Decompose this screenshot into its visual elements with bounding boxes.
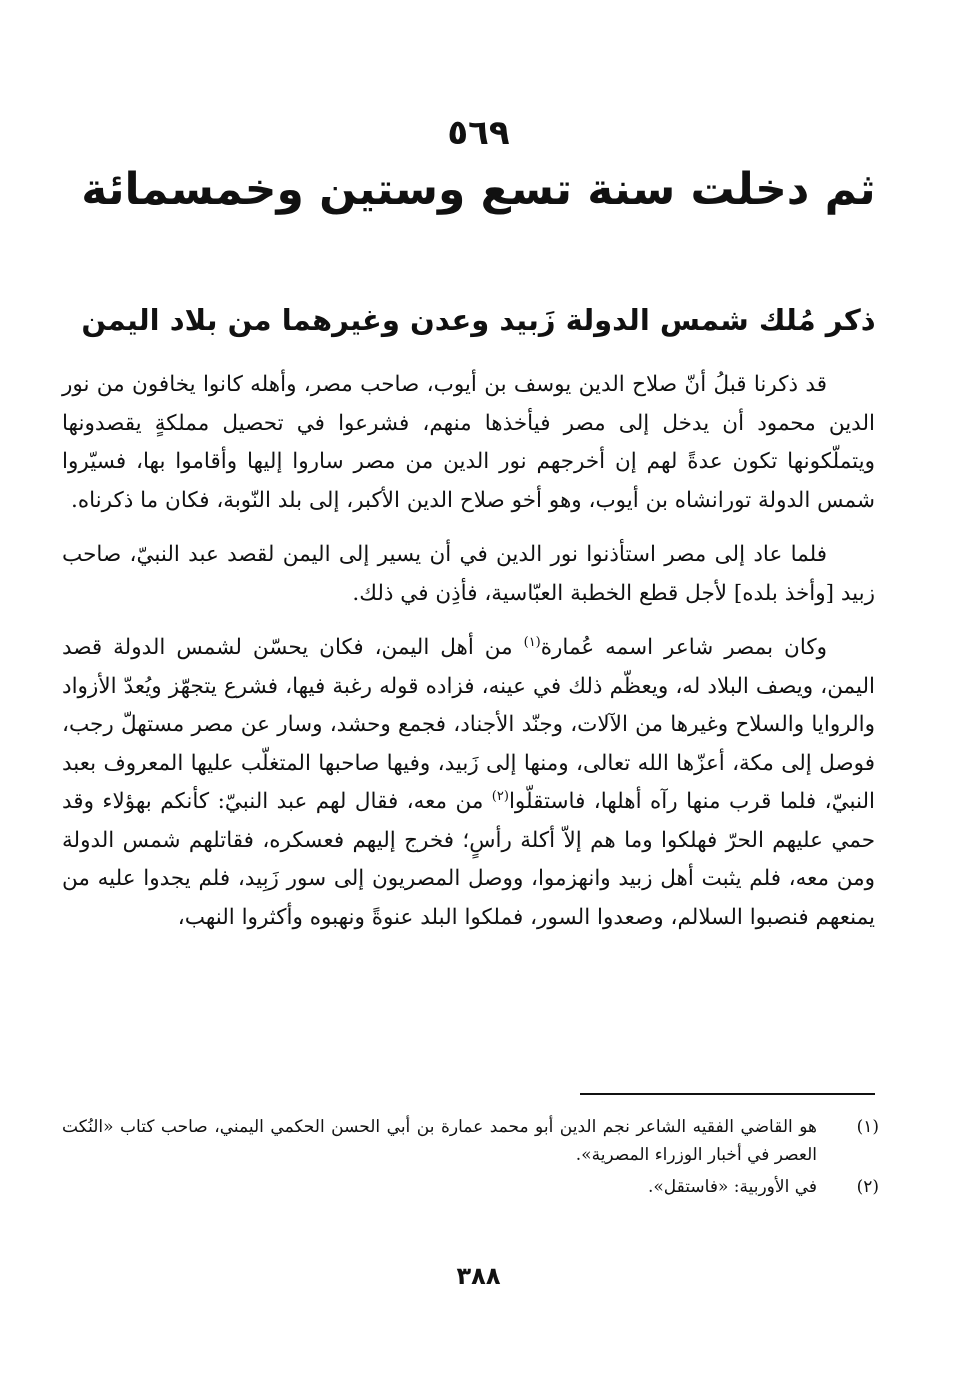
paragraph-3-part-3: من معه، فقال لهم عبد النبيّ: كأنكم بهؤلاء وقد حمي عليهم الحرّ فهلكوا وما هم إلاّ أكلة رأسٍ؛ فخرج إليهم فعسكره، فقاتلهم شمس الدولة ومن معه، فلم يثبت أهل زبيد وانهزموا، ووصل المصريون إلى سور زَبِيد، فلم يجدوا عليه من يمنعهم فنصبوا السلالم، وصعدوا السور، فملكوا البلد عنوةً ونهبوه وأكثروا النهب، [62,789,875,930]
footnotes [62,1113,879,1205]
footnote-text: هو القاضي الفقيه الشاعر نجم الدين أبو محمد عمارة بن أبي الحسن الحكمي اليمني، صاحب كتاب «النُكت العصر في أخبار الوزراء المصرية». [62,1117,817,1165]
page-number: ٣٨٨ [456,1262,501,1290]
year-title: ثم دخلت سنة تسع وستين وخمسمائة [81,164,876,215]
footnote-2 [62,1173,879,1201]
paragraph-1: قد ذكرنا قبلُ أنّ صلاح الدين يوسف بن أيوب، صاحب مصر، وأهله كانوا يخافون من نور الدين محمود أن يدخل إلى مصر فيأخذها منهم، فشرعوا في تحصيل مملكةٍ يقصدونها ويتملّكونها تكون عدةً لهم إن أخرجهم نور الدين من مصر ساروا إليها وأقاموا بها، فسيّروا شمس الدولة تورانشاه بن أيوب، وهو أخو صلاح الدين الأكبر، إلى بلد النّوبة، فكان ما ذكرناه. [62,372,875,513]
footnote-ref-2[interactable]: (٢) [491,788,509,804]
footnote-ref-1[interactable]: (١) [523,634,541,650]
paragraph-2: فلما عاد إلى مصر استأذنوا نور الدين في أن يسير إلى اليمن لقصد عبد النبيّ، صاحب زبيد [وأخذ بلده] لأجل قطع الخطبة العبّاسية، فأذِن في ذلك. [62,542,875,606]
section-heading: ذكر مُلك شمس الدولة زَبيد وعدن وغيرهما من بلاد اليمن [81,303,876,337]
body-text [62,366,875,937]
footnote-1 [62,1113,879,1169]
year-number: ٥٦٩ [447,113,510,153]
paragraph-3 [62,629,875,937]
paragraph-3-part-2: من أهل اليمن، فكان يحسّن لشمس الدولة قصد اليمن، ويصف البلاد له، ويعظّم ذلك في عينه، فزاده قوله رغبة فيها، فشرع يتجهّز ويُعدّ الأزواد والروايا والسلاح وغيرها من الآلات، وجنّد الأجناد، فجمع وحشد، وسار عن مصر مستهلّ رجب، فوصل إلى مكة، أعزّها الله تعالى، ومنها إلى زَبيد، وفيها صاحبها المتغلّب عليها المعروف بعبد النبيّ، فلما قرب منها رآه أهلها، فاستقلّوا [62,635,875,814]
footnote-number: (١) [856,1117,879,1137]
paragraph-3-part-1: وكان بمصر شاعر اسمه عُمارة [540,635,827,660]
footnote-number: (٢) [856,1177,879,1197]
footnote-divider [580,1093,875,1095]
footnote-text: في الأوربية: «فاستقل». [647,1177,817,1197]
